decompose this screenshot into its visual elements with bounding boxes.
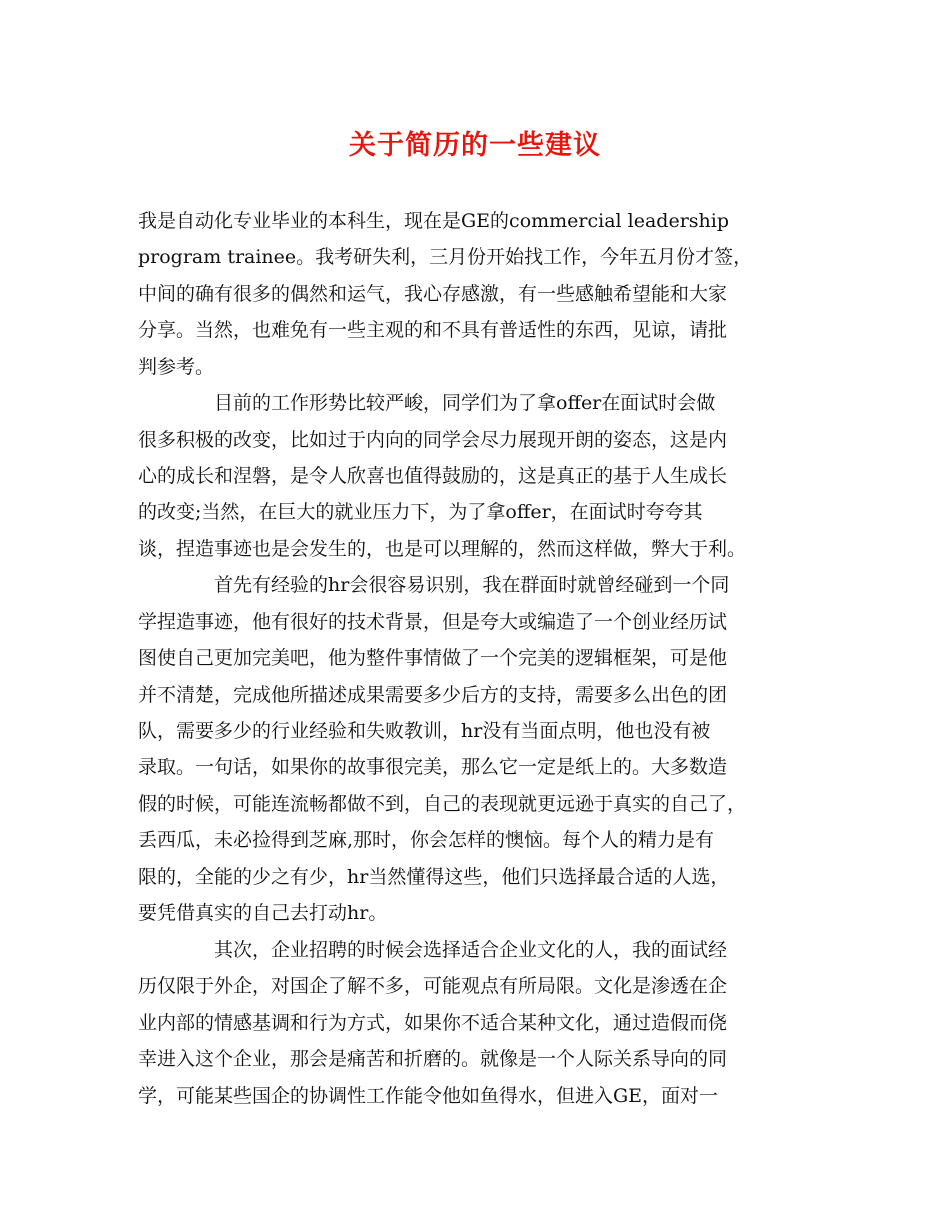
- text-line: 谈，捏造事迹也是会发生的，也是可以理解的，然而这样做，弊大于利。: [138, 538, 747, 560]
- text-line: 业内部的情感基调和行为方式，如果你不适合某种文化，通过造假而侥: [138, 1012, 728, 1034]
- text-line: 判参考。: [138, 356, 215, 378]
- text-line: 图使自己更加完美吧，他为整件事情做了一个完美的逻辑框架，可是他: [138, 647, 728, 669]
- text-line: 队，需要多少的行业经验和失败教训，hr没有当面点明，他也没有被: [138, 720, 711, 742]
- text-line: 要凭借真实的自己去打动hr。: [138, 902, 388, 924]
- text-line: 的改变;当然，在巨大的就业压力下，为了拿offer，在面试时夸夸其: [138, 501, 703, 523]
- text-line: 中间的确有很多的偶然和运气，我心存感激，有一些感触希望能和大家: [138, 283, 728, 305]
- text-line: 历仅限于外企，对国企了解不多，可能观点有所局限。文化是渗透在企: [138, 975, 728, 997]
- text-line: 限的，全能的少之有少，hr当然懂得这些，他们只选择最合适的人选，: [138, 866, 730, 888]
- text-line: 心的成长和涅磐，是令人欣喜也值得鼓励的，这是真正的基于人生成长: [138, 465, 728, 487]
- text-line: 学捏造事迹，他有很好的技术背景，但是夸大或编造了一个创业经历试: [138, 611, 728, 633]
- text-line: 学，可能某些国企的协调性工作能令他如鱼得水，但进入GE，面对一: [138, 1085, 719, 1107]
- text-line: program trainee。我考研失利，三月份开始找工作，今年五月份才签，: [138, 246, 753, 268]
- text-line: 目前的工作形势比较严峻，同学们为了拿offer在面试时会做: [138, 392, 716, 414]
- text-line: 我是自动化专业毕业的本科生，现在是GE的commercial leadership: [138, 210, 730, 232]
- text-line: 丢西瓜，未必捡得到芝麻,那时，你会怎样的懊恼。每个人的精力是有: [138, 829, 715, 851]
- page-title: 关于简历的一些建议: [349, 130, 601, 161]
- text-line: 其次，企业招聘的时候会选择适合企业文化的人，我的面试经: [138, 939, 728, 961]
- text-line: 首先有经验的hr会很容易识别，我在群面时就曾经碰到一个同: [138, 574, 730, 596]
- text-line: 很多积极的改变，比如过于内向的同学会尽力展现开朗的姿态，这是内: [138, 429, 728, 451]
- text-line: 幸进入这个企业，那会是痛苦和折磨的。就像是一个人际关系导向的同: [138, 1048, 728, 1070]
- text-line: 分享。当然，也难免有一些主观的和不具有普适性的东西，见谅，请批: [138, 319, 728, 341]
- text-line: 假的时候，可能连流畅都做不到，自己的表现就更远逊于真实的自己了，: [138, 793, 747, 815]
- text-line: 录取。一句话，如果你的故事很完美，那么它一定是纸上的。大多数造: [138, 756, 728, 778]
- text-line: 并不清楚，完成他所描述成果需要多少后方的支持，需要多么出色的团: [138, 684, 728, 706]
